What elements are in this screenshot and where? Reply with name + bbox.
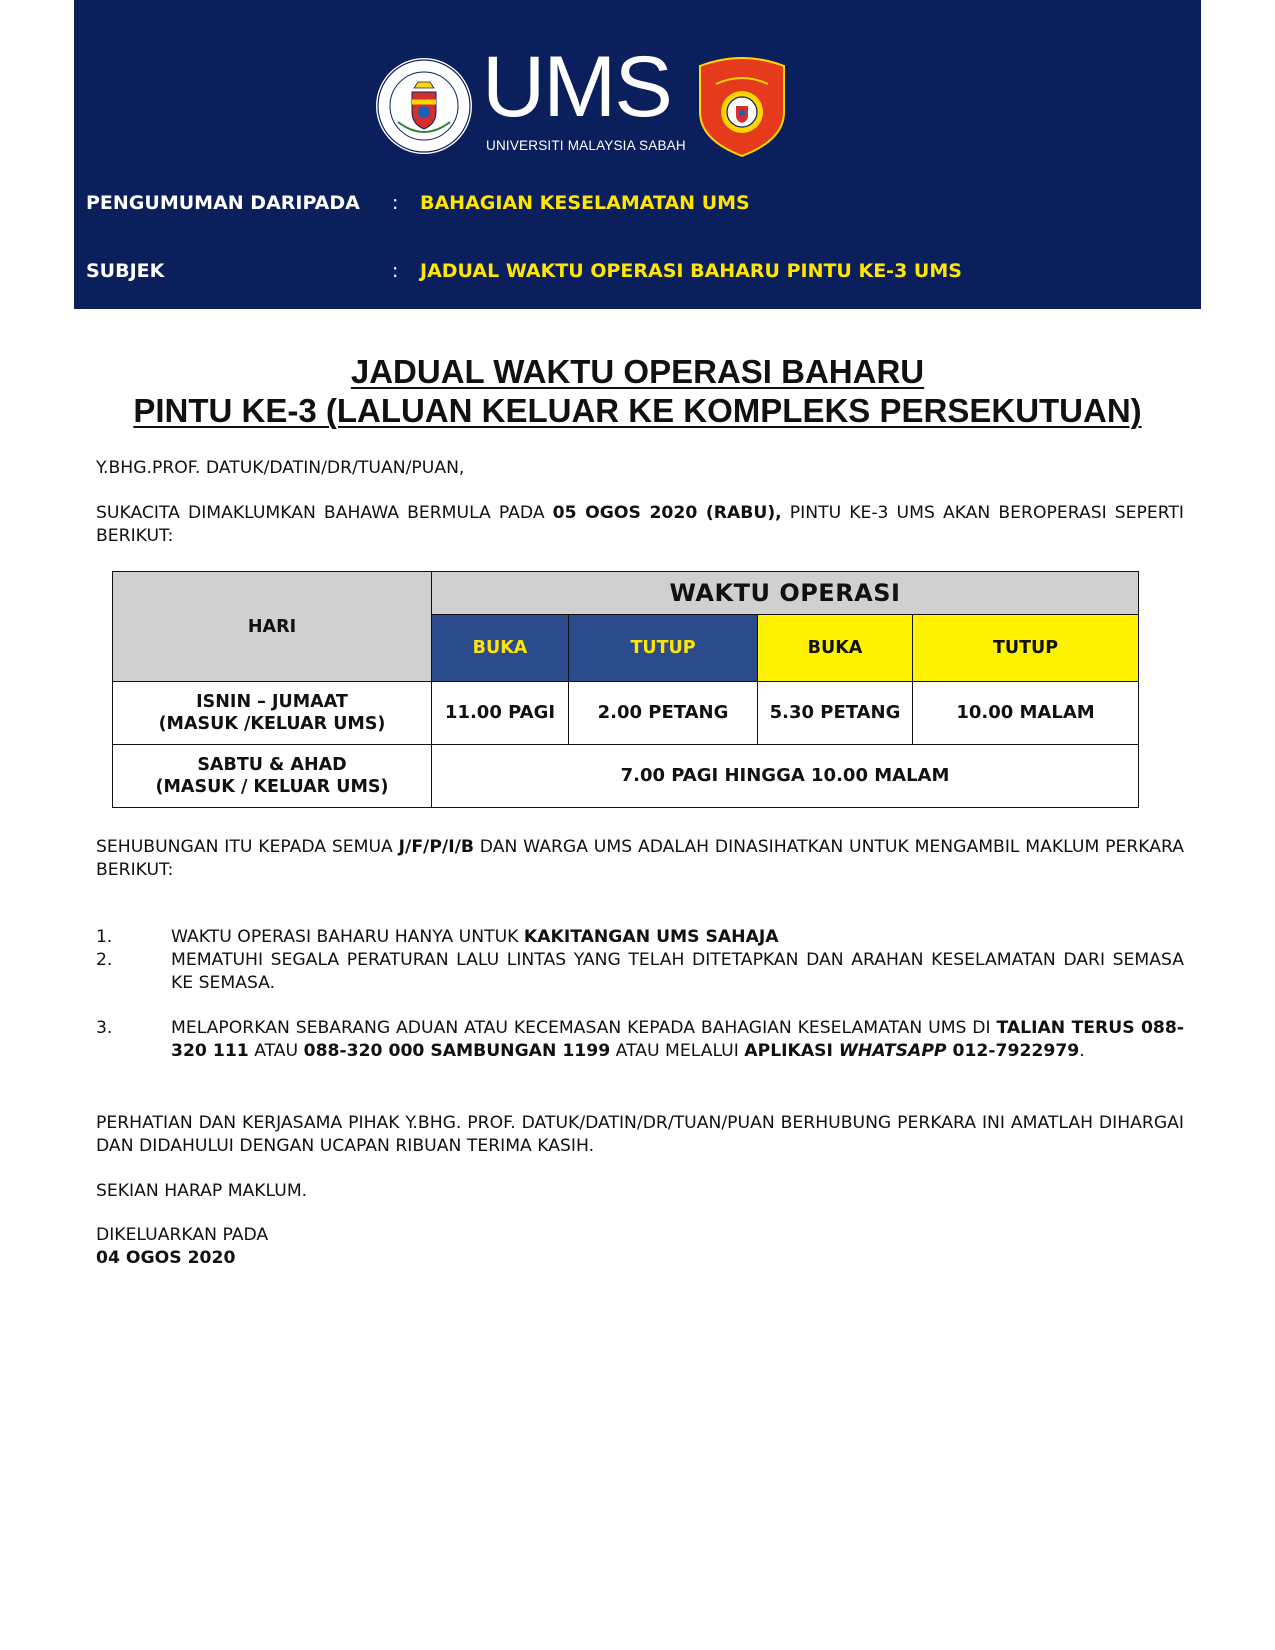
issued-label: DIKELUARKAN PADA <box>96 1225 269 1245</box>
university-crest-logo <box>374 56 474 156</box>
start-date: 05 OGOS 2020 (RABU), <box>552 503 782 523</box>
departments-abbrev: J/F/P/I/B <box>398 837 474 857</box>
info-text-end: DAN WARGA UMS ADALAH DINASIHATKAN UNTUK MENGAMBIL MAKLUM PERKARA BERIKUT: <box>96 837 1185 880</box>
weekday-cell <box>113 682 432 745</box>
ums-wordmark-subtitle: UNIVERSITI MALAYSIA SABAH <box>486 138 686 153</box>
whatsapp-label: WHATSAPP <box>838 1041 947 1061</box>
intro-paragraph <box>96 502 1184 548</box>
extension-number: 088-320 000 SAMBUNGAN 1199 <box>303 1041 611 1061</box>
issued-date: 04 OGOS 2020 <box>96 1248 236 1268</box>
from-label: PENGUMUMAN DARIPADA <box>86 192 360 214</box>
subject-label: SUBJEK <box>86 260 165 282</box>
weekday-close-1: 2.00 PETANG <box>569 682 758 745</box>
operating-hours-table <box>112 571 1139 808</box>
list-item-number: 1. <box>96 927 113 947</box>
closing-line: SEKIAN HARAP MAKLUM. <box>96 1181 308 1201</box>
header-close-2: TUTUP <box>913 615 1139 682</box>
auxiliary-police-badge <box>696 54 788 158</box>
weekday-open-1: 11.00 PAGI <box>432 682 569 745</box>
weekend-cell <box>113 745 432 808</box>
weekend-sublabel: (MASUK / KELUAR UMS) <box>155 777 389 797</box>
hotline-number: TALIAN TERUS 088-320 111 <box>171 1018 1184 1061</box>
weekend-hours: 7.00 PAGI HINGGA 10.00 MALAM <box>432 745 1139 808</box>
weekday-sublabel: (MASUK /KELUAR UMS) <box>158 714 386 734</box>
title-line-1: JADUAL WAKTU OPERASI BAHARU <box>350 353 925 390</box>
greeting: Y.BHG.PROF. DATUK/DATIN/DR/TUAN/PUAN, <box>96 458 465 478</box>
header-open-1: BUKA <box>432 615 569 682</box>
info-text: SEHUBUNGAN ITU KEPADA SEMUA <box>96 837 399 857</box>
info-paragraph <box>96 836 1184 882</box>
item-1-bold: KAKITANGAN UMS SAHAJA <box>523 927 779 947</box>
item-1-text: WAKTU OPERASI BAHARU HANYA UNTUK <box>171 927 524 947</box>
list-item-text: MEMATUHI SEGALA PERATURAN LALU LINTAS YANG TELAH DITETAPKAN DAN ARAHAN KESELAMATAN DARI SEMASA KE SEMASA. <box>171 950 1184 993</box>
subject-separator: : <box>392 260 399 282</box>
header-day: HARI <box>113 572 432 682</box>
table-row <box>113 745 1139 808</box>
header-open-2: BUKA <box>758 615 913 682</box>
weekend-label: SABTU & AHAD <box>197 755 347 775</box>
header-operating-hours: WAKTU OPERASI <box>432 572 1139 615</box>
title-line-2: PINTU KE-3 (LALUAN KELUAR KE KOMPLEKS PERSEKUTUAN) <box>133 392 1142 429</box>
item-3-or-1: ATAU <box>248 1041 304 1061</box>
from-separator: : <box>392 192 399 214</box>
weekday-open-2: 5.30 PETANG <box>758 682 913 745</box>
thanks-paragraph: PERHATIAN DAN KERJASAMA PIHAK Y.BHG. PROF. DATUK/DATIN/DR/TUAN/PUAN BERHUBUNG PERKARA INI AMATLAH DIHARGAI DAN DIDAHULUI DENGAN UCAPAN RIBUAN TERIMA KASIH. <box>96 1113 1184 1156</box>
subject-value: JADUAL WAKTU OPERASI BAHARU PINTU KE-3 UMS <box>420 260 962 282</box>
ums-wordmark: UMS <box>482 39 671 135</box>
app-label: APLIKASI <box>744 1041 839 1061</box>
weekday-close-2: 10.00 MALAM <box>913 682 1139 745</box>
intro-text: SUKACITA DIMAKLUMKAN BAHAWA BERMULA PADA <box>96 503 553 523</box>
list-item-number: 3. <box>96 1018 113 1038</box>
list-item-text <box>171 926 1184 949</box>
header-banner <box>74 0 1201 309</box>
table-row <box>113 682 1139 745</box>
list-item-text <box>171 1017 1184 1063</box>
intro-text-end: PINTU KE-3 UMS AKAN BEROPERASI SEPERTI BERIKUT: <box>96 503 1184 546</box>
issued-block <box>96 1224 1184 1270</box>
whatsapp-number: 012-7922979 <box>946 1041 1080 1061</box>
from-value: BAHAGIAN KESELAMATAN UMS <box>420 192 750 214</box>
document-title <box>0 352 1275 430</box>
list-item-number: 2. <box>96 950 113 970</box>
item-3-via: ATAU MELALUI <box>610 1041 745 1061</box>
item-3-text: MELAPORKAN SEBARANG ADUAN ATAU KECEMASAN KEPADA BAHAGIAN KESELAMATAN UMS DI <box>171 1018 997 1038</box>
weekday-label: ISNIN – JUMAAT <box>196 692 348 712</box>
logo-row <box>74 39 1201 160</box>
item-3-end: . <box>1079 1041 1085 1061</box>
header-close-1: TUTUP <box>569 615 758 682</box>
